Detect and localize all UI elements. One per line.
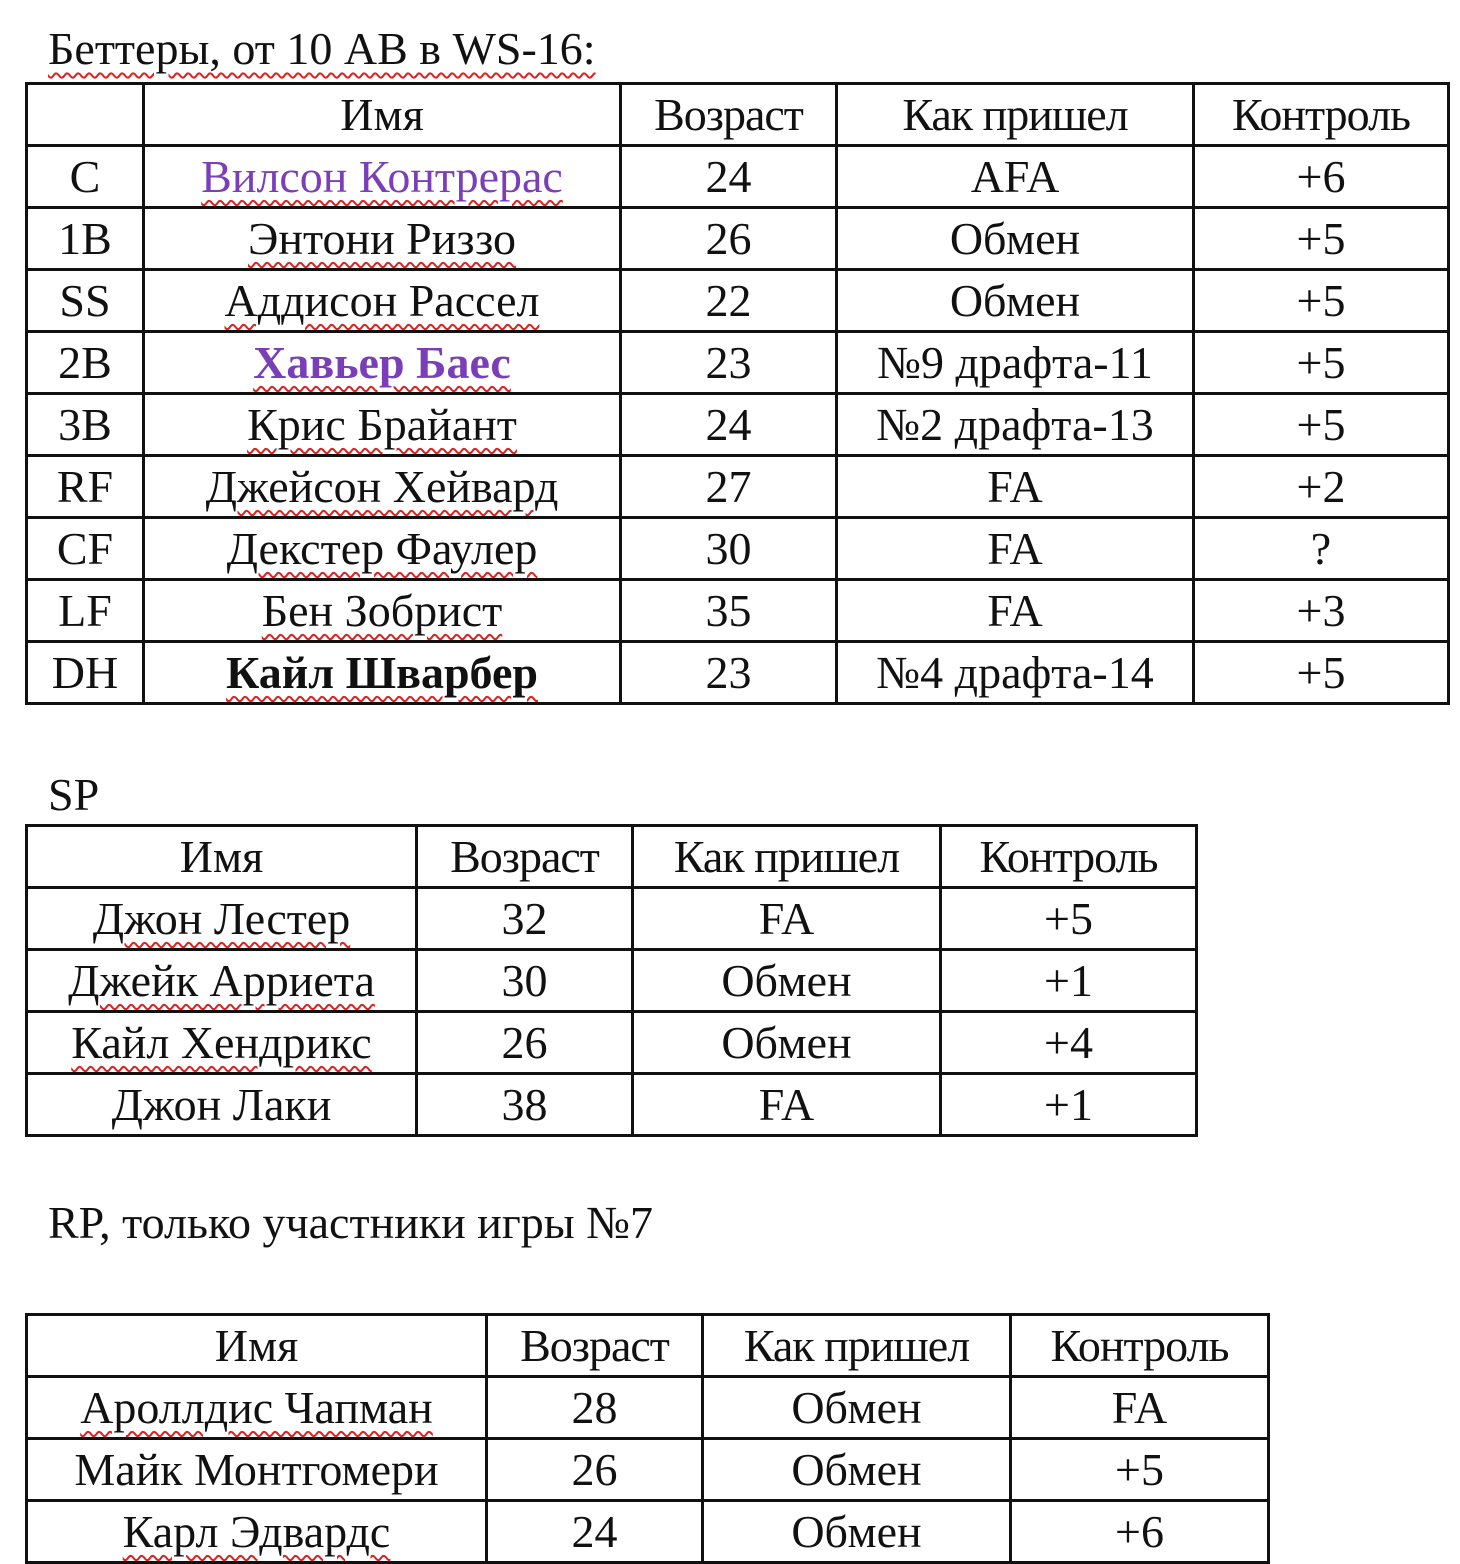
header-age: Возраст (487, 1315, 703, 1377)
table-row (27, 394, 1449, 456)
age-cell: 24 (621, 146, 837, 208)
control-cell: +6 (1011, 1501, 1269, 1563)
position-cell: 1B (27, 208, 144, 270)
table-row (27, 1012, 1197, 1074)
player-name-cell-text: Бен Зобрист (261, 584, 503, 636)
table-row (27, 580, 1449, 642)
player-name-cell-text: Ароллдис Чапман (80, 1381, 433, 1433)
header-position (27, 84, 144, 146)
header-how-acquired: Как пришел (837, 84, 1194, 146)
control-cell: +3 (1194, 580, 1449, 642)
player-name-cell-text: Джейк Арриета (68, 954, 375, 1006)
header-how-acquired: Как пришел (633, 826, 941, 888)
age-cell: 30 (417, 950, 633, 1012)
rp-title: RP, только участники игры №7 (48, 1197, 654, 1248)
header-name: Имя (27, 826, 417, 888)
control-cell: +5 (1194, 642, 1449, 704)
header-name: Имя (144, 84, 621, 146)
age-cell: 30 (621, 518, 837, 580)
player-name-cell-text: Крис Брайант (247, 398, 517, 450)
control-cell: +5 (941, 888, 1197, 950)
how-acquired-cell: Обмен (703, 1501, 1011, 1563)
how-acquired-cell: FA (633, 1074, 941, 1136)
position-cell: C (27, 146, 144, 208)
table-row (27, 1439, 1269, 1501)
age-cell: 24 (487, 1501, 703, 1563)
age-cell: 23 (621, 642, 837, 704)
player-name-cell-text: Декстер Фаулер (226, 522, 538, 574)
header-age: Возраст (417, 826, 633, 888)
player-name-cell (144, 332, 621, 394)
age-cell: 32 (417, 888, 633, 950)
control-cell: +5 (1194, 270, 1449, 332)
player-name-cell-text: Джейсон Хейвард (205, 460, 559, 512)
how-acquired-cell: №2 драфта-13 (837, 394, 1194, 456)
age-cell: 35 (621, 580, 837, 642)
player-name-cell (144, 394, 621, 456)
table-row (27, 642, 1449, 704)
player-name-cell (144, 146, 621, 208)
how-acquired-cell: FA (837, 456, 1194, 518)
how-acquired-cell: FA (837, 518, 1194, 580)
player-name-cell (144, 642, 621, 704)
age-cell: 27 (621, 456, 837, 518)
player-name-cell-text[interactable]: Вилсон Контрерас (201, 150, 563, 202)
control-cell: +5 (1194, 208, 1449, 270)
how-acquired-cell: Обмен (837, 208, 1194, 270)
player-name-cell (144, 580, 621, 642)
control-cell: ? (1194, 518, 1449, 580)
header-control: Контроль (1011, 1315, 1269, 1377)
player-name-cell: Джон Лаки (27, 1074, 417, 1136)
player-name-cell (144, 518, 621, 580)
sp-header-row (27, 826, 1197, 888)
header-how-acquired: Как пришел (703, 1315, 1011, 1377)
control-cell: FA (1011, 1377, 1269, 1439)
table-row (27, 456, 1449, 518)
sp-table (25, 824, 1198, 1137)
table-row (27, 518, 1449, 580)
player-name-cell-text: Энтони Риззо (247, 212, 517, 264)
control-cell: +5 (1194, 332, 1449, 394)
player-name-cell (27, 950, 417, 1012)
position-cell: SS (27, 270, 144, 332)
control-cell: +1 (941, 1074, 1197, 1136)
player-name-cell: Майк Монтгомери (27, 1439, 487, 1501)
player-name-cell (27, 1377, 487, 1439)
table-row (27, 270, 1449, 332)
control-cell: +2 (1194, 456, 1449, 518)
control-cell: +1 (941, 950, 1197, 1012)
table-row (27, 950, 1197, 1012)
age-cell: 24 (621, 394, 837, 456)
how-acquired-cell: Обмен (837, 270, 1194, 332)
player-name-cell (27, 1501, 487, 1563)
how-acquired-cell: №9 драфта-11 (837, 332, 1194, 394)
how-acquired-cell: Обмен (633, 950, 941, 1012)
table-row (27, 332, 1449, 394)
control-cell: +4 (941, 1012, 1197, 1074)
rp-body (27, 1377, 1269, 1563)
rp-header-row (27, 1315, 1269, 1377)
position-cell: 3B (27, 394, 144, 456)
batters-body (27, 146, 1449, 704)
how-acquired-cell: Обмен (703, 1377, 1011, 1439)
control-cell: +5 (1194, 394, 1449, 456)
age-cell: 22 (621, 270, 837, 332)
table-row (27, 208, 1449, 270)
header-control: Контроль (1194, 84, 1449, 146)
age-cell: 26 (621, 208, 837, 270)
control-cell: +6 (1194, 146, 1449, 208)
age-cell: 23 (621, 332, 837, 394)
position-cell: 2B (27, 332, 144, 394)
how-acquired-cell: №4 драфта-14 (837, 642, 1194, 704)
age-cell: 38 (417, 1074, 633, 1136)
how-acquired-cell: AFA (837, 146, 1194, 208)
header-control: Контроль (941, 826, 1197, 888)
sp-title: SP (48, 769, 100, 820)
table-row (27, 1377, 1269, 1439)
player-name-cell-text: Аддисон Рассел (224, 274, 540, 326)
header-age: Возраст (621, 84, 837, 146)
player-name-cell-text: Карл Эдвардс (122, 1505, 391, 1557)
header-name: Имя (27, 1315, 487, 1377)
control-cell: +5 (1011, 1439, 1269, 1501)
how-acquired-cell: Обмен (703, 1439, 1011, 1501)
player-name-cell (27, 888, 417, 950)
player-name-cell-text: Джон Лестер (92, 892, 351, 944)
table-row (27, 1501, 1269, 1563)
player-name-cell (27, 1012, 417, 1074)
player-name-cell (144, 270, 621, 332)
table-row (27, 146, 1449, 208)
batters-title-word: Беттеры, от 10 AB в WS-16: (48, 23, 596, 74)
batters-header-row (27, 84, 1449, 146)
age-cell: 28 (487, 1377, 703, 1439)
player-name-cell (144, 456, 621, 518)
batters-table (25, 82, 1450, 705)
how-acquired-cell: Обмен (633, 1012, 941, 1074)
how-acquired-cell: FA (633, 888, 941, 950)
how-acquired-cell: FA (837, 580, 1194, 642)
player-name-cell (144, 208, 621, 270)
position-cell: RF (27, 456, 144, 518)
batters-title (48, 22, 596, 76)
rp-table (25, 1313, 1270, 1564)
table-row (27, 1074, 1197, 1136)
position-cell: DH (27, 642, 144, 704)
player-name-cell-text[interactable]: Хавьер Баес (253, 336, 511, 388)
sp-body (27, 888, 1197, 1136)
table-row (27, 888, 1197, 950)
position-cell: CF (27, 518, 144, 580)
player-name-cell-text: Кайл Хендрикс (71, 1016, 372, 1068)
age-cell: 26 (487, 1439, 703, 1501)
age-cell: 26 (417, 1012, 633, 1074)
position-cell: LF (27, 580, 144, 642)
player-name-cell-text: Кайл Шварбер (226, 646, 538, 698)
